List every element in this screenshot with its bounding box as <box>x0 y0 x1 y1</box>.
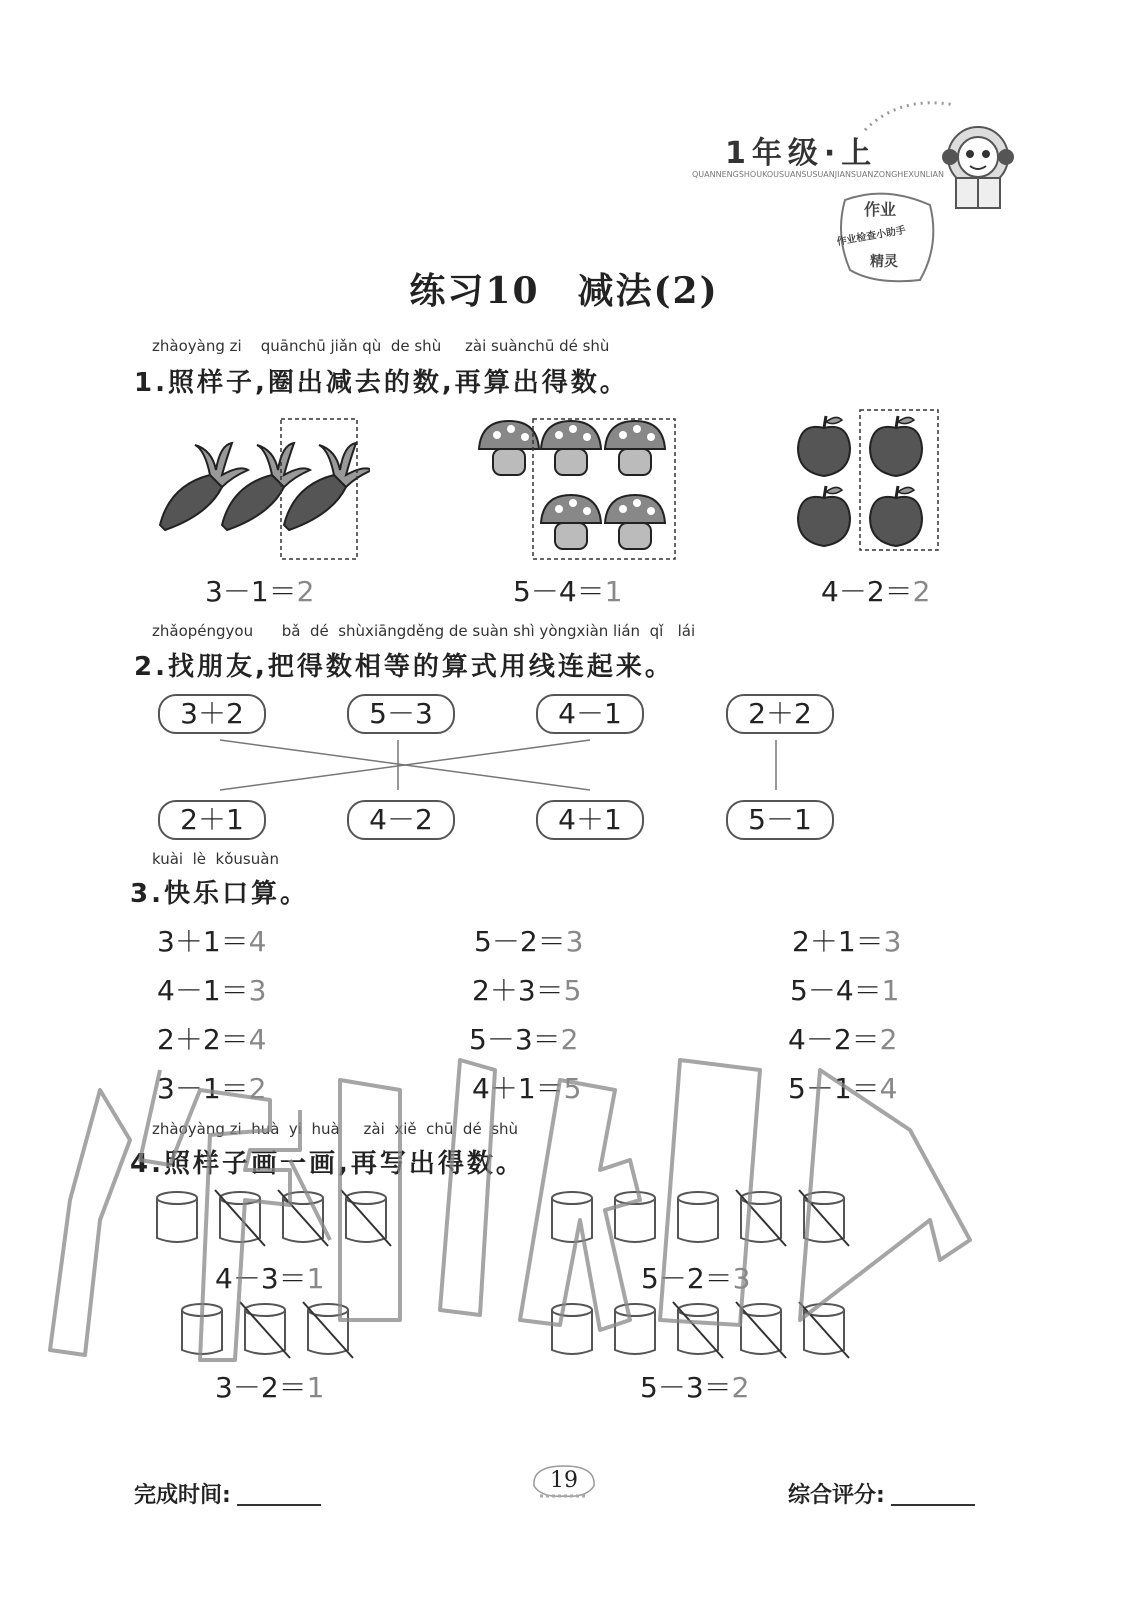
q3-r2-c1: 4－1＝3 <box>157 974 267 1007</box>
completion-time: 完成时间: <box>134 1478 321 1509</box>
q3-r4-c1: 3－1＝2 <box>157 1072 267 1105</box>
header-subtitle: QUANNENGSHOUKOUSUANSUSUANJIANSUANZONGHEXUNLIAN <box>692 170 944 179</box>
q4-text: 4.照样子画一画,再写出得数。 <box>130 1149 525 1179</box>
q4-equation-4: 5－3＝2 <box>640 1371 750 1404</box>
q1-pinyin: zhàoyàng zi quānchū jiǎn qù de shù zài suànchū dé shù <box>152 337 610 355</box>
q2-bottom-pill-4: 5－1 <box>726 800 834 840</box>
grade-label: 1年级·上 <box>725 136 878 171</box>
q2-bottom-pill-1: 2＋1 <box>158 800 266 840</box>
q4-equation-2: 5－2＝3 <box>641 1262 751 1295</box>
stamp-middle-text: 作业检查小助手 <box>835 224 907 248</box>
q3-r1-c2: 5－2＝3 <box>474 925 584 958</box>
q2-bottom-pill-2: 4－2 <box>347 800 455 840</box>
overall-score-blank[interactable] <box>891 1504 975 1506</box>
q1-equation-2: 5－4＝1 <box>513 575 623 608</box>
q3-pinyin: kuài lè kǒusuàn <box>152 850 279 868</box>
q4-equation-3: 3－2＝1 <box>215 1371 325 1404</box>
q2-bottom-pill-3: 4＋1 <box>536 800 644 840</box>
q2-text: 2.找朋友,把得数相等的算式用线连起来。 <box>134 652 674 682</box>
q1-equation-3: 4－2＝2 <box>821 575 931 608</box>
q3-r3-c3: 4－2＝2 <box>788 1023 898 1056</box>
q3-r3-c1: 2＋2＝4 <box>157 1023 267 1056</box>
q3-r3-c2: 5－3＝2 <box>469 1023 579 1056</box>
overall-score: 综合评分: <box>788 1478 975 1509</box>
q2-top-pill-3: 4－1 <box>536 694 644 734</box>
completion-time-blank[interactable] <box>237 1504 321 1506</box>
q3-text: 3.快乐口算。 <box>130 879 309 909</box>
watermark-logo <box>40 1020 980 1380</box>
q4-pinyin: zhàoyàng zi huà yi huà zài xiě chū dé shù <box>152 1120 519 1138</box>
stamp-top-text: 作业 <box>864 200 897 219</box>
q4-equation-1: 4－3＝1 <box>215 1262 325 1295</box>
page-title: 练习10 减法(2) <box>409 270 719 312</box>
q3-r1-c3: 2＋1＝3 <box>792 925 902 958</box>
q2-top-pill-2: 5－3 <box>347 694 455 734</box>
q3-r4-c3: 5－1＝4 <box>788 1072 898 1105</box>
q3-r4-c2: 4＋1＝5 <box>472 1072 582 1105</box>
stamp-bottom-text: 精灵 <box>870 254 898 270</box>
q2-top-pill-4: 2＋2 <box>726 694 834 734</box>
q3-r2-c2: 2＋3＝5 <box>472 974 582 1007</box>
q3-r1-c1: 3＋1＝4 <box>157 925 267 958</box>
q1-equation-1: 3－1＝2 <box>205 575 315 608</box>
q2-top-pill-1: 3＋2 <box>158 694 266 734</box>
q3-r2-c3: 5－4＝1 <box>790 974 900 1007</box>
q2-pinyin: zhǎopéngyou bǎ dé shùxiāngděng de suàn shì yòngxiàn lián qǐ lái <box>152 622 696 640</box>
page-number: 19 <box>526 1462 602 1500</box>
q1-text: 1.照样子,圈出减去的数,再算出得数。 <box>134 368 629 398</box>
